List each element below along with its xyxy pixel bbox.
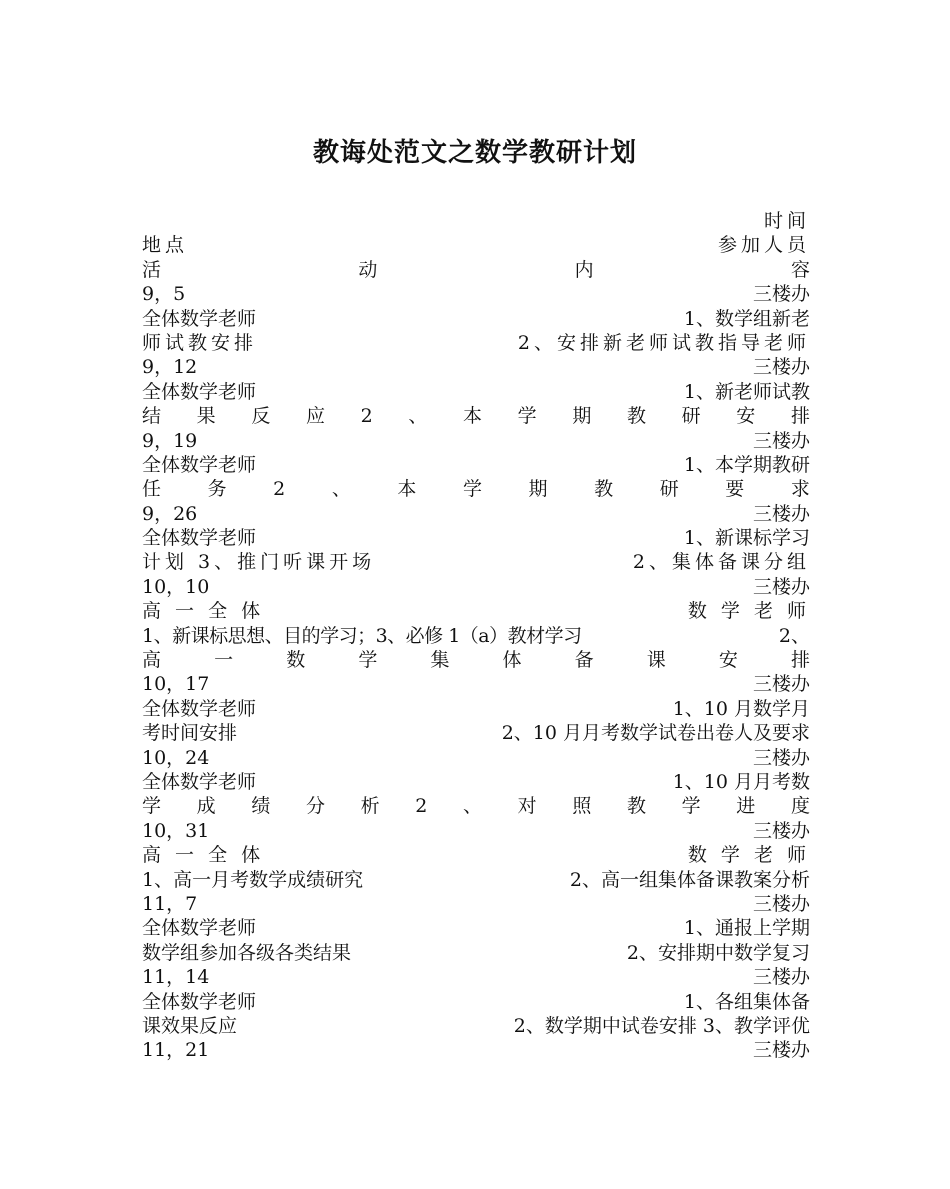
schedule-line	[142, 1014, 810, 1038]
schedule-line	[142, 575, 810, 599]
entry-char: 果	[196, 405, 216, 428]
entry-content: 1、10 月数学月	[672, 697, 810, 720]
entry-content: 1、数学组新老	[683, 307, 810, 330]
schedule-line	[142, 965, 810, 989]
header-time: 时间	[763, 210, 810, 232]
entry-char: 反	[251, 405, 271, 428]
entry-char: 任	[142, 478, 162, 501]
entry-char: 教	[626, 405, 646, 428]
schedule-line	[142, 770, 810, 794]
entry-place: 三楼办	[752, 1039, 810, 1062]
schedule-line	[142, 526, 810, 550]
entry-char: 要	[725, 478, 745, 501]
entry-place: 三楼办	[752, 746, 810, 769]
schedule-line	[142, 355, 810, 379]
entry-char: 体	[502, 649, 522, 672]
entry-char: 安	[718, 649, 738, 672]
schedule-line	[142, 502, 810, 526]
entry-date: 9，12	[142, 356, 198, 379]
header-activity-char: 内	[574, 258, 594, 281]
schedule-line	[142, 282, 810, 306]
entry-content: 1、新课标思想、目的学习；3、必修 1（a）教材学习	[142, 624, 582, 647]
entry-char: 高	[142, 649, 162, 672]
entry-char: 、	[408, 405, 428, 428]
entry-content: 1、新老师试教	[683, 380, 810, 403]
entry-date: 10，31	[142, 819, 210, 842]
schedule-line	[142, 794, 810, 818]
entry-char: 研	[681, 405, 701, 428]
schedule-line	[142, 648, 810, 672]
entry-content: 1、新课标学习	[683, 527, 810, 550]
entry-content: 2、	[778, 624, 810, 647]
entry-place: 三楼办	[752, 429, 810, 452]
entry-char: 期	[528, 478, 548, 501]
entry-content: 1、各组集体备	[683, 990, 810, 1013]
entry-char: 排	[790, 405, 810, 428]
schedule-line	[142, 892, 810, 916]
header-activity-row	[142, 258, 810, 282]
schedule-line	[142, 429, 810, 453]
entry-content: 数学组参加各级各类结果	[142, 941, 352, 964]
entry-date: 10，10	[142, 575, 210, 598]
entry-char: 求	[790, 478, 810, 501]
entry-char: 研	[659, 478, 679, 501]
document-title: 教诲处范文之数学教研计划	[312, 138, 637, 168]
entry-people: 全体数学老师	[142, 990, 257, 1013]
entry-people: 全体数学老师	[142, 380, 257, 403]
entry-content: 课效果反应	[142, 1014, 238, 1037]
schedule-line	[142, 477, 810, 501]
entry-content: 计划 3、推门听课开场	[142, 551, 376, 574]
schedule-line	[142, 916, 810, 940]
entry-char: 备	[574, 649, 594, 672]
entry-people: 全体数学老师	[142, 527, 257, 550]
entry-date: 10，17	[142, 673, 210, 696]
schedule-body	[142, 209, 810, 1063]
entry-content: 1、高一月考数学成绩研究	[142, 868, 364, 891]
schedule-line	[142, 404, 810, 428]
entry-content: 2、集体备课分组	[632, 551, 810, 574]
schedule-line	[142, 1038, 810, 1062]
entry-content: 1、通报上学期	[683, 917, 810, 940]
header-activity-char: 活	[142, 258, 162, 281]
entry-char: 析	[360, 795, 380, 818]
schedule-line	[142, 331, 810, 355]
schedule-line	[142, 453, 810, 477]
entry-char: 教	[626, 795, 646, 818]
entry-char: 务	[207, 478, 227, 501]
entry-place: 三楼办	[752, 575, 810, 598]
entry-content: 2、安排新老师试教指导老师	[517, 331, 810, 354]
entry-char: 、	[331, 478, 351, 501]
entry-char: 学	[517, 405, 537, 428]
entry-char: 2	[360, 405, 373, 428]
entry-char: 集	[430, 649, 450, 672]
entry-people: 全体数学老师	[142, 697, 257, 720]
entry-date: 9，19	[142, 429, 198, 452]
entry-content: 1、本学期教研	[683, 453, 810, 476]
entry-place: 三楼办	[752, 819, 810, 842]
entry-char: 教	[594, 478, 614, 501]
entry-people: 全体数学老师	[142, 770, 257, 793]
entry-char: 应	[305, 405, 325, 428]
entry-people: 全体数学老师	[142, 917, 257, 940]
schedule-line	[142, 843, 810, 867]
header-place-row	[142, 233, 810, 257]
entry-char: 、	[463, 795, 483, 818]
entry-people: 数 学 老 师	[687, 600, 810, 623]
entry-content: 2、数学期中试卷安排 3、教学评优	[513, 1014, 810, 1037]
entry-date: 9，5	[142, 283, 186, 306]
entry-place: 三楼办	[752, 502, 810, 525]
entry-date: 10，24	[142, 746, 210, 769]
schedule-line	[142, 990, 810, 1014]
entry-char: 度	[790, 795, 810, 818]
schedule-line	[142, 868, 810, 892]
entry-people: 高 一 全 体	[142, 844, 265, 867]
entry-place: 三楼办	[752, 892, 810, 915]
schedule-line	[142, 819, 810, 843]
entry-char: 照	[572, 795, 592, 818]
header-activity-char: 动	[358, 258, 378, 281]
entry-content: 师试教安排	[142, 331, 258, 354]
header-place: 地点	[142, 234, 189, 257]
entry-people: 数 学 老 师	[687, 844, 810, 867]
schedule-line	[142, 380, 810, 404]
entry-char: 期	[572, 405, 592, 428]
entry-char: 2	[415, 795, 428, 818]
entry-char: 学	[142, 795, 162, 818]
entry-char: 数	[286, 649, 306, 672]
entry-date: 11，21	[142, 1039, 210, 1062]
entry-char: 课	[646, 649, 666, 672]
entry-date: 9，26	[142, 502, 198, 525]
entry-people: 全体数学老师	[142, 307, 257, 330]
entry-people: 全体数学老师	[142, 453, 257, 476]
schedule-line	[142, 941, 810, 965]
entry-content: 2、10 月月考数学试卷出卷人及要求	[501, 722, 810, 745]
entry-char: 一	[214, 649, 234, 672]
entry-char: 对	[517, 795, 537, 818]
schedule-line	[142, 746, 810, 770]
entry-content: 2、高一组集体备课教案分析	[569, 868, 810, 891]
schedule-line	[142, 307, 810, 331]
entry-place: 三楼办	[752, 356, 810, 379]
entry-char: 进	[736, 795, 756, 818]
schedule-line	[142, 624, 810, 648]
schedule-line	[142, 721, 810, 745]
entry-place: 三楼办	[752, 673, 810, 696]
entry-people: 高 一 全 体	[142, 600, 265, 623]
schedule-line	[142, 672, 810, 696]
entry-content: 考时间安排	[142, 722, 238, 745]
entry-char: 2	[273, 478, 286, 501]
entry-char: 本	[463, 405, 483, 428]
entry-place: 三楼办	[752, 966, 810, 989]
entry-char: 成	[196, 795, 216, 818]
entry-date: 11，7	[142, 892, 198, 915]
header-participants: 参加人员	[717, 234, 810, 257]
entry-char: 学	[358, 649, 378, 672]
entry-content: 1、10 月月考数	[672, 770, 810, 793]
entry-char: 学	[681, 795, 701, 818]
entry-char: 结	[142, 405, 162, 428]
schedule-line	[142, 550, 810, 574]
entry-date: 11，14	[142, 966, 210, 989]
header-time-row	[142, 209, 810, 233]
entry-char: 分	[305, 795, 325, 818]
entry-content: 2、安排期中数学复习	[626, 941, 810, 964]
entry-char: 本	[397, 478, 417, 501]
entry-char: 绩	[251, 795, 271, 818]
schedule-line	[142, 599, 810, 623]
header-activity-char: 容	[790, 258, 810, 281]
entry-place: 三楼办	[752, 283, 810, 306]
entry-char: 学	[462, 478, 482, 501]
schedule-line	[142, 697, 810, 721]
entry-char: 安	[736, 405, 756, 428]
entry-char: 排	[790, 649, 810, 672]
